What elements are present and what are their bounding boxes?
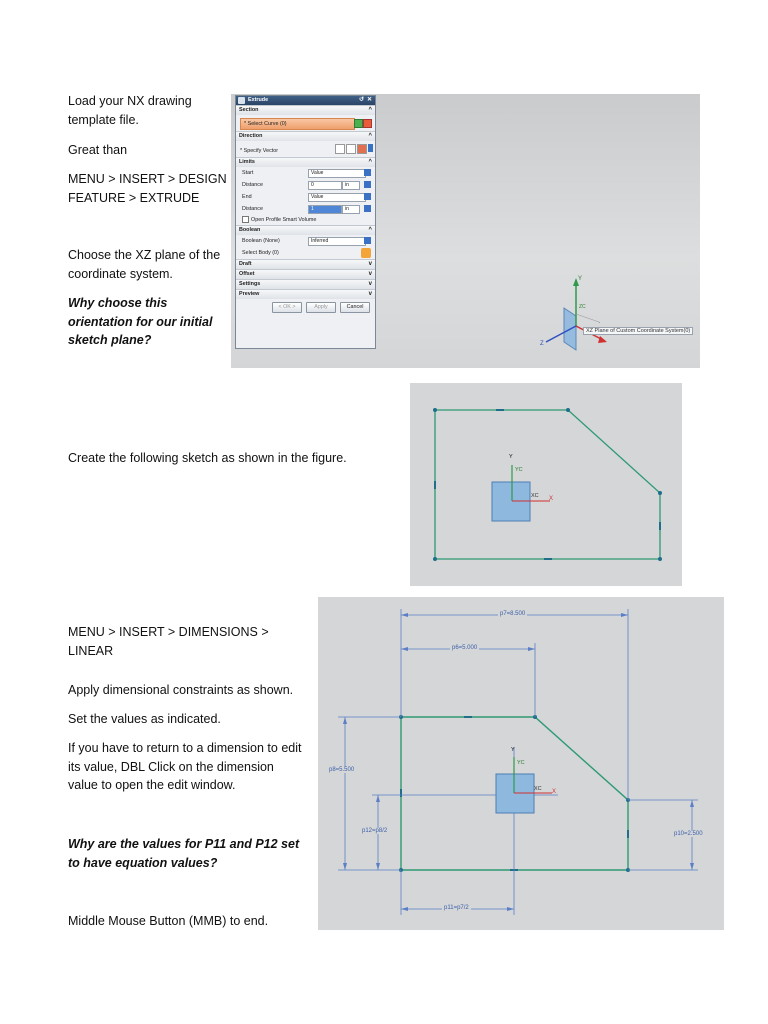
instruction-return-dimension: If you have to return to a dimension to edit its value, DBL Click on the dimension value to open the edit window. bbox=[68, 741, 302, 792]
expand-icon: v bbox=[368, 281, 372, 287]
arrowhead bbox=[401, 647, 408, 651]
sketch-xc-label: XC bbox=[531, 493, 539, 499]
arrowhead bbox=[528, 647, 535, 651]
preview-label: Preview bbox=[239, 291, 260, 297]
dim-sketch-yc-label: YC bbox=[517, 760, 525, 766]
dimension-p8[interactable]: p8=5.500 bbox=[329, 767, 355, 773]
settings-label: Settings bbox=[239, 281, 261, 287]
instruction-choose-xz-plane: Choose the XZ plane of the coordinate system. bbox=[68, 248, 221, 281]
boolean-value: Inferred bbox=[311, 238, 329, 244]
arrowhead bbox=[507, 907, 514, 911]
question-why-orientation: Why choose this orientation for our initial sketch plane? bbox=[68, 296, 213, 347]
close-icon[interactable]: ✕ bbox=[366, 97, 373, 103]
sketch-x-label: X bbox=[549, 496, 554, 502]
cancel-button[interactable]: Cancel bbox=[340, 302, 370, 313]
collapse-icon: ^ bbox=[368, 107, 372, 113]
dimension-p7[interactable]: p7=8.500 bbox=[500, 611, 526, 617]
specify-vector-label: * Specify Vector bbox=[240, 148, 279, 154]
dim-sketch-x-label: X bbox=[552, 789, 557, 795]
instruction-load-template: Load your NX drawing template file. bbox=[68, 94, 192, 127]
vertex-bottom-right[interactable] bbox=[658, 557, 662, 561]
dimensioned-sketch-screenshot bbox=[318, 597, 724, 930]
arrowhead bbox=[401, 907, 408, 911]
instruction-menu-extrude: MENU > INSERT > DESIGN FEATURE > EXTRUDE bbox=[68, 172, 227, 205]
end-label: End bbox=[242, 194, 252, 200]
end-value: Value bbox=[311, 194, 324, 200]
extrude-screenshot bbox=[231, 94, 700, 368]
limits-label: Limits bbox=[239, 159, 255, 165]
y-axis-label: Y bbox=[578, 276, 583, 282]
instruction-mmb-end: Middle Mouse Button (MMB) to end. bbox=[68, 914, 269, 928]
plane-tooltip: XZ Plane of Custom Coordinate System(0) bbox=[583, 327, 693, 335]
vertex-bottom-left[interactable] bbox=[433, 557, 437, 561]
dimension-p12[interactable]: p12=p8/2 bbox=[362, 828, 388, 834]
vertex-top-left[interactable] bbox=[433, 408, 437, 412]
sketch-profile[interactable] bbox=[435, 410, 660, 559]
question-why-equation-values: Why are the values for P11 and P12 set to have equation values? bbox=[68, 837, 300, 870]
sketch-screenshot bbox=[410, 383, 682, 586]
draft-label: Draft bbox=[239, 261, 252, 267]
reset-icon[interactable]: ↺ bbox=[358, 97, 365, 103]
arrowhead bbox=[343, 863, 347, 870]
unit-start-value: in bbox=[345, 182, 349, 188]
arrowhead bbox=[690, 800, 694, 807]
arrowhead bbox=[376, 795, 380, 802]
distance-end-label: Distance bbox=[242, 206, 263, 212]
sketch-y-label: Y bbox=[509, 454, 513, 460]
arrowhead bbox=[376, 863, 380, 870]
start-label: Start bbox=[242, 170, 254, 176]
z-axis-label: Z bbox=[540, 341, 544, 347]
leader-end bbox=[599, 322, 600, 323]
distance-start-label: Distance bbox=[242, 182, 263, 188]
arrowhead bbox=[690, 863, 694, 870]
open-profile-label: Open Profile Smart Volume bbox=[251, 217, 317, 223]
instruction-set-values: Set the values as indicated. bbox=[68, 712, 221, 726]
expand-icon: v bbox=[368, 291, 372, 297]
direction-label: Direction bbox=[239, 133, 263, 139]
arrowhead bbox=[621, 613, 628, 617]
dimension-p6[interactable]: p6=5.000 bbox=[452, 645, 478, 651]
collapse-icon: ^ bbox=[368, 227, 372, 233]
boolean-label: Boolean (None) bbox=[242, 238, 280, 244]
dimension-p11[interactable]: p11=p7/2 bbox=[444, 905, 469, 911]
x-axis-arrow bbox=[598, 336, 607, 343]
apply-button[interactable]: Apply bbox=[306, 302, 336, 313]
section-label: Section bbox=[239, 107, 259, 113]
start-value: Value bbox=[311, 170, 324, 176]
select-body-label: Select Body (0) bbox=[242, 250, 279, 256]
expand-icon: v bbox=[368, 271, 372, 277]
dim-sketch-xc-label: XC bbox=[534, 786, 542, 792]
ok-button[interactable]: < OK > bbox=[272, 302, 302, 313]
vertex-right-upper[interactable] bbox=[658, 491, 662, 495]
zc-axis-label: ZC bbox=[579, 304, 586, 310]
distance-start-value: 0 bbox=[311, 182, 314, 188]
instruction-apply-constraints: Apply dimensional constraints as shown. bbox=[68, 683, 294, 697]
collapse-icon: ^ bbox=[368, 159, 372, 165]
arrowhead bbox=[401, 613, 408, 617]
instruction-great-than: Great than bbox=[68, 143, 128, 157]
sketch-yc-label: YC bbox=[515, 467, 523, 473]
instruction-menu-linear: MENU > INSERT > DIMENSIONS > LINEAR bbox=[68, 625, 269, 658]
expand-icon: v bbox=[368, 261, 372, 267]
collapse-icon: ^ bbox=[368, 133, 372, 139]
sketch-canvas bbox=[410, 383, 682, 586]
boolean-header-label: Boolean bbox=[239, 227, 261, 233]
dialog-title: Extrude bbox=[248, 97, 269, 103]
offset-label: Offset bbox=[239, 271, 255, 277]
dim-sketch-y-label: Y bbox=[511, 747, 515, 753]
vertex-top-right[interactable] bbox=[566, 408, 570, 412]
distance-end-value: 1 bbox=[311, 206, 314, 212]
tooltip-leader bbox=[576, 314, 599, 322]
arrowhead bbox=[343, 717, 347, 724]
select-curve-label: * Select Curve (0) bbox=[244, 121, 287, 127]
dimension-p10[interactable]: p10=2.500 bbox=[674, 831, 703, 837]
instruction-create-sketch: Create the following sketch as shown in the figure. bbox=[68, 451, 347, 465]
unit-end-value: in bbox=[345, 206, 349, 212]
